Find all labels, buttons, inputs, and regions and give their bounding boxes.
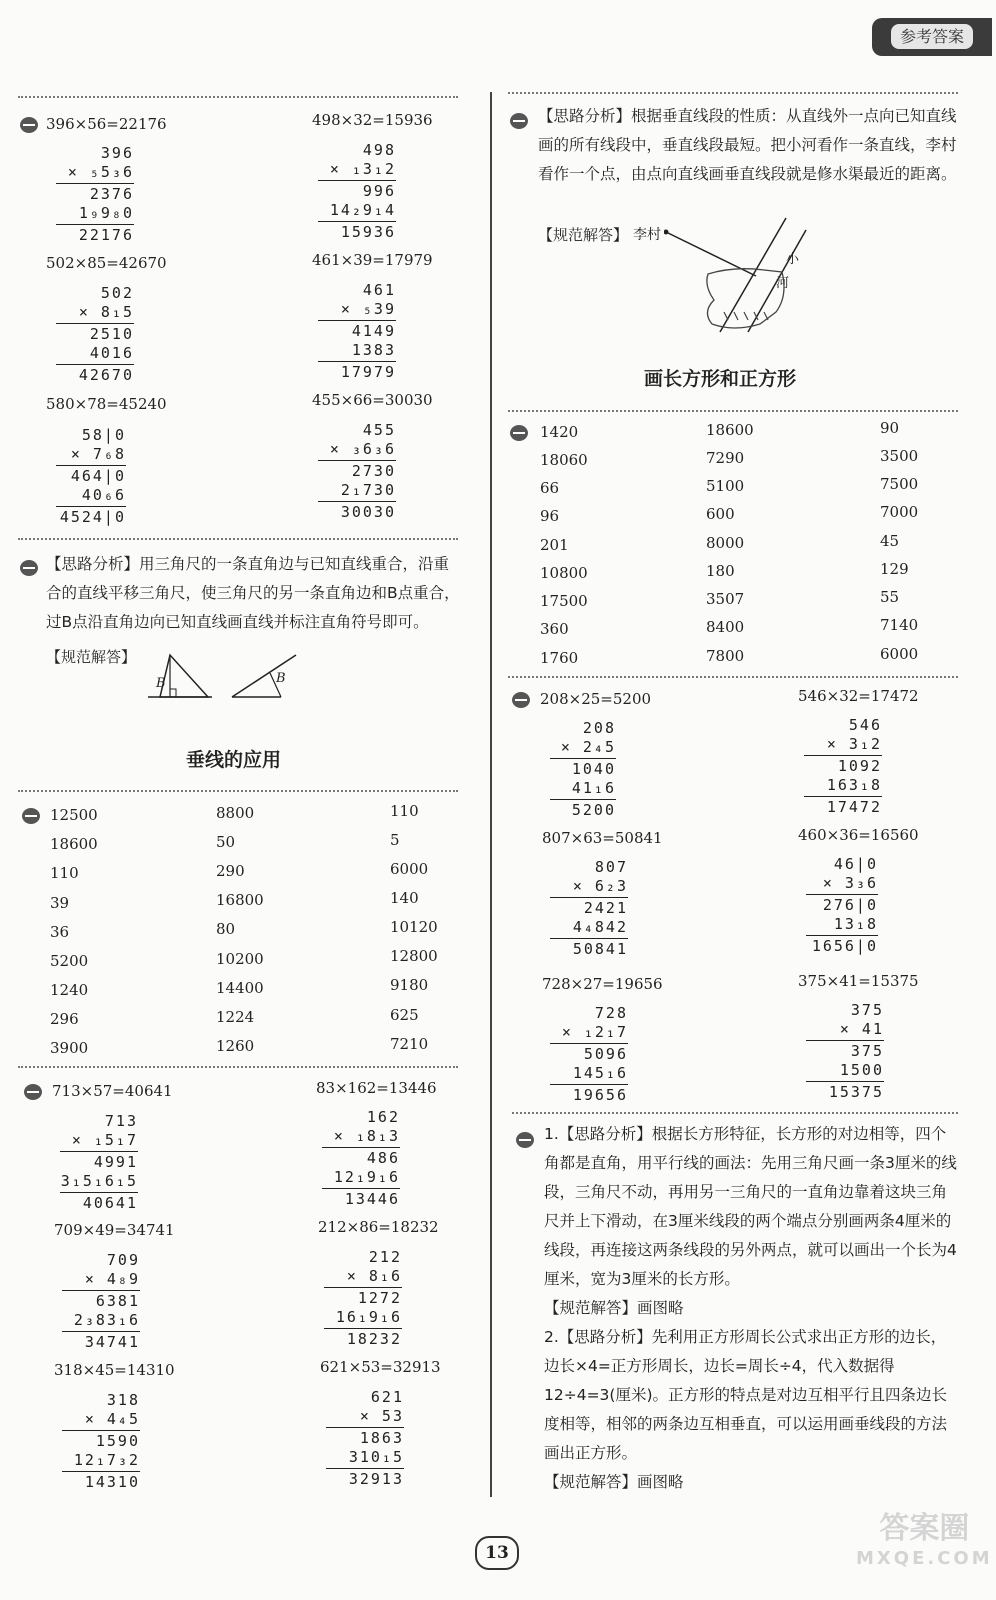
calc-rule [62, 1430, 140, 1431]
grid-cell: 1260 [216, 1037, 255, 1055]
calc-row: 486 [366, 1149, 400, 1167]
grid-cell: 5100 [706, 477, 745, 495]
answer-tag: 【规范解答】 [538, 226, 629, 244]
calc-row: 276|0 [822, 896, 878, 914]
calc-row: × 7₆8 [70, 445, 126, 463]
vertical-calculation [806, 1001, 884, 1102]
calc-row: 2₁730 [340, 481, 396, 499]
calc-row: 4149 [351, 322, 396, 340]
vertical-calculation [56, 284, 134, 385]
calc-row: 14310 [84, 1473, 140, 1491]
separator [508, 676, 958, 678]
vertical-calculation [62, 1251, 140, 1352]
calc-row: × 2₄5 [560, 738, 616, 756]
calc-row: 145₁6 [572, 1064, 628, 1082]
calc-rule [324, 1287, 402, 1288]
calc-row: × 3₃6 [822, 874, 878, 892]
grid-cell: 7210 [390, 1035, 429, 1053]
equation: 728×27=19656 [542, 975, 663, 993]
answer-1 [544, 1294, 960, 1323]
calc-row: × 8₁5 [78, 303, 134, 321]
calc-row: 1040 [571, 760, 616, 778]
vertical-calculation [326, 1388, 404, 1489]
grid-cell: 360 [540, 620, 569, 638]
calc-row: 1656|0 [811, 937, 878, 955]
calc-row: 12₁9₁6 [333, 1168, 400, 1186]
analysis-text: 先利用正方形周长公式求出正方形的边长，边长×4=正方形周长，边长=周长÷4，代入数据得12÷4=3(厘米)。正方形的特点是对边互相平行且四条边长度相等，相邻的两条边互相垂直，可以运用画垂线段的方法画出正方形。 [544, 1328, 948, 1462]
calc-row: 15375 [828, 1083, 884, 1101]
calc-rule [62, 1290, 140, 1291]
calc-row: × 53 [359, 1407, 404, 1425]
calc-row: 14₂9₁4 [329, 201, 396, 219]
equation: 83×162=13446 [316, 1079, 437, 1097]
grid-cell: 129 [880, 560, 909, 578]
watermark-text: 答案圈 [879, 1511, 970, 1546]
calc-row: 2421 [583, 899, 628, 917]
calc-row: 22176 [78, 226, 134, 244]
calc-row: × 6₂3 [572, 877, 628, 895]
calc-rule [322, 1147, 400, 1148]
calc-rule [318, 361, 396, 362]
calc-row: × ₁8₁3 [333, 1127, 400, 1145]
grid-cell: 8800 [216, 804, 255, 822]
calc-row: 30030 [340, 503, 396, 521]
calc-row: 58|0 [81, 426, 126, 444]
separator [18, 96, 458, 98]
analysis-tag: 2.【思路分析】 [544, 1328, 652, 1346]
calc-row: 455 [362, 421, 396, 439]
grid-cell: 201 [540, 536, 569, 554]
calc-row: 6381 [95, 1292, 140, 1310]
watermark-logo [856, 1511, 993, 1574]
analysis-tag: 1.【思路分析】 [544, 1125, 652, 1143]
grid-cell: 3500 [880, 447, 919, 465]
bullet-icon [22, 808, 40, 824]
village-label: 李村 [633, 227, 661, 243]
grid-cell: 16800 [216, 891, 264, 909]
separator [18, 538, 458, 540]
equation: 460×36=16560 [798, 826, 919, 844]
calc-row: 1092 [837, 757, 882, 775]
calc-rule [318, 221, 396, 222]
grid-cell: 1420 [540, 423, 579, 441]
vertical-calculation [62, 1391, 140, 1492]
answer-tag: 【规范解答】 [46, 648, 137, 666]
calc-row: × ₃6₃6 [329, 440, 396, 458]
calc-rule [550, 799, 616, 800]
grid-cell: 7500 [880, 475, 919, 493]
calc-rule [806, 1081, 884, 1082]
watermark-text: MXQE.COM [856, 1548, 993, 1569]
grid-cell: 1240 [50, 981, 89, 999]
grid-cell: 90 [880, 419, 900, 437]
grid-cell: 290 [216, 862, 245, 880]
vertical-calculation [806, 855, 878, 956]
calc-row: 163₁8 [826, 776, 882, 794]
calc-row: × ₁2₁7 [561, 1023, 628, 1041]
calc-rule [56, 183, 134, 184]
grid-cell: 6000 [390, 860, 429, 878]
answer-tag: 【规范解答】 [544, 1299, 638, 1317]
calc-row: 502 [100, 284, 134, 302]
answer-text: 画图略 [637, 1299, 684, 1317]
calc-rule [56, 465, 126, 466]
equation: 502×85=42670 [46, 254, 167, 272]
vertical-calculation [550, 1004, 628, 1105]
vertical-calculation [318, 281, 396, 382]
grid-cell: 600 [706, 505, 735, 523]
calc-rule [550, 758, 616, 759]
calc-row: 318 [106, 1391, 140, 1409]
grid-cell: 6000 [880, 645, 919, 663]
calc-rule [318, 320, 396, 321]
grid-cell: 1224 [216, 1008, 255, 1026]
equation: 713×57=40641 [52, 1082, 173, 1100]
calc-row: 728 [594, 1004, 628, 1022]
calc-rule [322, 1188, 400, 1189]
calc-row: 4016 [89, 344, 134, 362]
vertical-calculation [318, 421, 396, 522]
section-title: 垂线的应用 [186, 749, 282, 771]
calc-row: 5096 [583, 1045, 628, 1063]
vertical-calculation [324, 1248, 402, 1349]
calc-row: 375 [850, 1042, 884, 1060]
grid-cell: 5200 [50, 952, 89, 970]
grid-cell: 3900 [50, 1039, 89, 1057]
calc-row: 4524|0 [59, 508, 126, 526]
grid-cell: 7800 [706, 647, 745, 665]
calc-row: 15936 [340, 223, 396, 241]
analysis-paragraph [544, 1120, 960, 1497]
grid-cell: 7140 [880, 616, 919, 634]
calc-row: × 8₁6 [346, 1267, 402, 1285]
calc-rule [60, 1151, 138, 1152]
answer-key-tab [872, 18, 992, 56]
analysis-2 [544, 1323, 960, 1468]
calc-row: 1272 [357, 1289, 402, 1307]
calc-row: 212 [368, 1248, 402, 1266]
calc-rule [318, 180, 396, 181]
equation: 807×63=50841 [542, 829, 663, 847]
calc-row: 464|0 [70, 467, 126, 485]
calc-row: 19656 [572, 1086, 628, 1104]
calc-rule [56, 323, 134, 324]
grid-cell: 625 [390, 1006, 419, 1024]
calc-row: 162 [366, 1108, 400, 1126]
calc-row: 46|0 [833, 855, 878, 873]
grid-cell: 8000 [706, 534, 745, 552]
grid-cell: 66 [540, 479, 560, 497]
grid-cell: 39 [50, 894, 70, 912]
vertical-calculation [550, 858, 628, 959]
analysis-text: 用三角尺的一条直角边与已知直线重合，沿重合的直线平移三角尺，使三角尺的另一条直角边和B点重合，过B点沿直角边向已知直线画直线并标注直角符号即可。 [46, 555, 460, 631]
calc-rule [550, 897, 628, 898]
calc-row: 2₃83₁6 [73, 1311, 140, 1329]
calc-row: 16₁9₁6 [335, 1308, 402, 1326]
calc-rule [62, 1471, 140, 1472]
equation: 375×41=15375 [798, 972, 919, 990]
grid-cell: 3507 [706, 590, 745, 608]
separator [508, 92, 958, 94]
calc-row: × 4₄5 [84, 1410, 140, 1428]
grid-cell: 14400 [216, 979, 264, 997]
answer-tag: 【规范解答】 [544, 1473, 638, 1491]
calc-row: 2510 [89, 325, 134, 343]
calc-row: 50841 [572, 940, 628, 958]
point-b-label: B [156, 676, 166, 691]
calc-row: 713 [104, 1112, 138, 1130]
page-number: 13 [475, 1536, 519, 1570]
calc-row: 40641 [82, 1194, 138, 1212]
vertical-calculation [60, 1112, 138, 1213]
grid-cell: 55 [880, 588, 900, 606]
calc-row: 1383 [351, 341, 396, 359]
answer-key-label: 参考答案 [891, 24, 973, 49]
calc-rule [56, 364, 134, 365]
calc-rule [806, 935, 878, 936]
calc-rule [806, 894, 878, 895]
calc-rule [324, 1328, 402, 1329]
separator [512, 1112, 958, 1114]
calc-row: 34741 [84, 1333, 140, 1351]
analysis-1 [544, 1120, 960, 1294]
calc-row: 3₁5₁6₁5 [60, 1172, 138, 1190]
calc-rule [318, 460, 396, 461]
calc-row: 17472 [826, 798, 882, 816]
answer-text: 画图略 [637, 1473, 684, 1491]
bullet-icon [516, 1132, 534, 1148]
calc-row: 5200 [571, 801, 616, 819]
vertical-calculation [550, 719, 616, 820]
calc-row: 12₁7₃2 [73, 1451, 140, 1469]
grid-cell: 18060 [540, 451, 588, 469]
separator [18, 1066, 458, 1068]
calc-row: 42670 [78, 366, 134, 384]
calc-rule [56, 506, 126, 507]
bullet-icon [20, 117, 38, 133]
calc-row: 709 [106, 1251, 140, 1269]
calc-row: 1₉9₈0 [78, 204, 134, 222]
calc-row: 546 [848, 716, 882, 734]
calc-rule [804, 796, 882, 797]
calc-row: 41₁6 [571, 779, 616, 797]
calc-row: 807 [594, 858, 628, 876]
calc-row: 375 [850, 1001, 884, 1019]
equation: 709×49=34741 [54, 1221, 175, 1239]
grid-cell: 80 [216, 920, 236, 938]
calc-row: 1863 [359, 1429, 404, 1447]
calc-row: 13446 [344, 1190, 400, 1208]
calc-row: 4991 [93, 1153, 138, 1171]
calc-row: × ₁3₁2 [329, 160, 396, 178]
calc-rule [318, 501, 396, 502]
equation: 498×32=15936 [312, 111, 433, 129]
calc-row: 461 [362, 281, 396, 299]
analysis-tag: 【思路分析】 [538, 107, 632, 125]
calc-rule [806, 1040, 884, 1041]
grid-cell: 10800 [540, 564, 588, 582]
separator [18, 790, 458, 792]
analysis-tag: 【思路分析】 [46, 555, 140, 573]
calc-row: × 41 [839, 1020, 884, 1038]
grid-cell: 10200 [216, 950, 264, 968]
calc-row: 40₆6 [81, 486, 126, 504]
grid-cell: 5 [390, 831, 400, 849]
analysis-paragraph [538, 102, 958, 189]
equation: 396×56=22176 [46, 115, 167, 133]
grid-cell: 7000 [880, 503, 919, 521]
separator [508, 410, 958, 412]
grid-cell: 296 [50, 1010, 79, 1028]
equation: 208×25=5200 [540, 690, 652, 708]
calc-rule [550, 1043, 628, 1044]
calc-row: 1500 [839, 1061, 884, 1079]
equation: 455×66=30030 [312, 391, 433, 409]
calc-row: 396 [100, 144, 134, 162]
grid-cell: 110 [50, 864, 79, 882]
equation: 580×78=45240 [46, 395, 167, 413]
calc-row: 18232 [346, 1330, 402, 1348]
calc-rule [62, 1331, 140, 1332]
calc-row: 1590 [95, 1432, 140, 1450]
calc-row: 4₄842 [572, 918, 628, 936]
equation: 318×45=14310 [54, 1361, 175, 1379]
grid-cell: 180 [706, 562, 735, 580]
grid-cell: 7290 [706, 449, 745, 467]
vertical-calculation [804, 716, 882, 817]
bullet-icon [510, 113, 528, 129]
calc-row: 2376 [89, 185, 134, 203]
calc-rule [326, 1468, 404, 1469]
calc-row: 2730 [351, 462, 396, 480]
calc-row: 310₁5 [348, 1448, 404, 1466]
calc-row: 621 [370, 1388, 404, 1406]
grid-cell: 110 [390, 802, 419, 820]
column-divider [490, 92, 492, 1497]
grid-cell: 18600 [50, 835, 98, 853]
river-label: 小 [786, 252, 800, 267]
grid-cell: 10120 [390, 918, 438, 936]
calc-row: 32913 [348, 1470, 404, 1488]
vertical-calculation [56, 426, 126, 527]
calc-row: 498 [362, 141, 396, 159]
vertical-calculation [322, 1108, 400, 1209]
bullet-icon [512, 692, 530, 708]
grid-cell: 45 [880, 532, 900, 550]
calc-rule [60, 1192, 138, 1193]
calc-row: 13₁8 [833, 915, 878, 933]
calc-row: 996 [362, 182, 396, 200]
river-label: 河 [776, 276, 790, 291]
calc-row: × ₁5₁7 [71, 1131, 138, 1149]
section-title: 画长方形和正方形 [644, 368, 797, 390]
equation: 461×39=17979 [312, 251, 433, 269]
calc-rule [326, 1427, 404, 1428]
calc-rule [56, 224, 134, 225]
grid-cell: 140 [390, 889, 419, 907]
point-b-label: B [276, 671, 286, 686]
calc-row: 208 [582, 719, 616, 737]
analysis-text: 根据垂直线段的性质：从直线外一点向已知直线画的所有线段中，垂直线段最短。把小河看作一条直线，李村看作一个点，由点向直线画垂直线段就是修水渠最近的距离。 [538, 107, 957, 183]
river-drawing [664, 216, 814, 348]
answer-2 [544, 1468, 960, 1497]
calc-rule [550, 1084, 628, 1085]
equation: 621×53=32913 [320, 1358, 441, 1376]
grid-cell: 1760 [540, 649, 579, 667]
grid-cell: 8400 [706, 618, 745, 636]
grid-cell: 96 [540, 507, 560, 525]
equation: 546×32=17472 [798, 687, 919, 705]
grid-cell: 17500 [540, 592, 588, 610]
grid-cell: 12500 [50, 806, 98, 824]
grid-cell: 12800 [390, 947, 438, 965]
analysis-text: 根据长方形特征，长方形的对边相等，四个角都是直角，用平行线的画法：先用三角尺画一条3厘米的线段，三角尺不动，再用另一三角尺的一直角边靠着这块三角尺并上下滑动，在3厘米线段的两个端点分别画两条4厘米的线段，再连接这两条线段的另外两点，就可以画出一个长为4厘米，宽为3厘米的长方形。 [544, 1125, 957, 1288]
vertical-calculation [56, 144, 134, 245]
calc-row: × 4₈9 [84, 1270, 140, 1288]
calc-rule [550, 938, 628, 939]
equation: 212×86=18232 [318, 1218, 439, 1236]
bullet-icon [24, 1084, 42, 1100]
grid-cell: 18600 [706, 421, 754, 439]
vertical-calculation [318, 141, 396, 242]
grid-cell: 9180 [390, 976, 429, 994]
grid-cell: 50 [216, 833, 236, 851]
calc-row: × 3₁2 [826, 735, 882, 753]
calc-row: 17979 [340, 363, 396, 381]
grid-cell: 36 [50, 923, 70, 941]
bullet-icon [20, 560, 38, 576]
analysis-paragraph [46, 550, 464, 637]
bullet-icon [510, 425, 528, 441]
calc-row: × ₅39 [340, 300, 396, 318]
calc-row: × ₅5₃6 [67, 163, 134, 181]
calc-rule [804, 755, 882, 756]
